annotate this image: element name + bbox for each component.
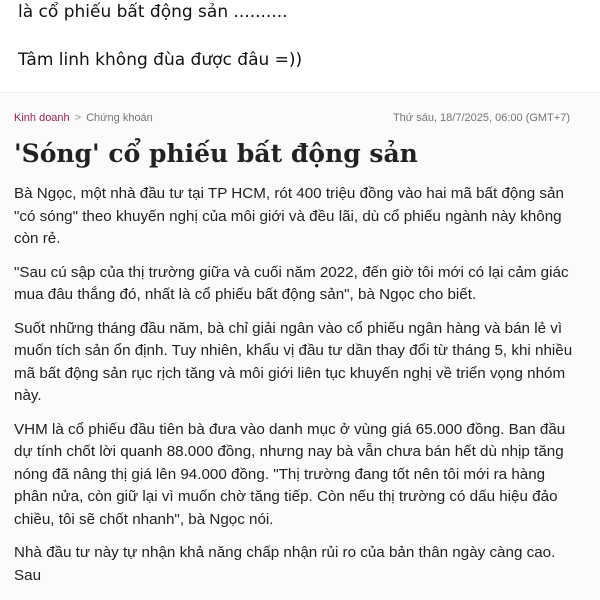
breadcrumb xyxy=(14,112,153,124)
article-title: 'Sóng' cổ phiếu bất động sản xyxy=(14,139,418,168)
breadcrumb-section-link[interactable]: Kinh doanh xyxy=(14,112,70,124)
article-paragraph-5: Nhà đầu tư này tự nhận khả năng chấp nhận rủi ro của bản thân ngày càng cao. Sau xyxy=(14,544,556,584)
article-paragraph-3: Suốt những tháng đầu năm, bà chỉ giải ngân vào cổ phiếu ngân hàng và bán lẻ vì muốn tích sản ổn định. Tuy nhiên, khẩu vị đầu tư dần thay đổi từ tháng 5, khi nhiều mã bất động sản rục rịch tăng và môi giới liên tục khuyến nghị về triển vọng nhóm này. xyxy=(14,319,573,404)
article-paragraph-1: Bà Ngọc, một nhà đầu tư tại TP HCM, rót 400 triệu đồng vào hai mã bất động sản "có sóng" theo khuyến nghị của môi giới và đều lãi, dù cổ phiếu ngành này không còn rẻ. xyxy=(14,185,564,247)
article-dateline: Thứ sáu, 18/7/2025, 06:00 (GMT+7) xyxy=(392,112,570,124)
post-caption-line-2: Tâm linh không đùa được đâu =)) xyxy=(18,50,303,70)
article-body xyxy=(14,183,574,598)
post-caption xyxy=(0,0,600,92)
article-screenshot xyxy=(0,92,600,600)
post-caption-line-1: là cổ phiếu bất động sản .......... xyxy=(18,2,288,22)
breadcrumb-chevron-icon: > xyxy=(74,112,82,124)
article-meta-bar xyxy=(0,109,600,129)
article-paragraph-4: VHM là cổ phiếu đầu tiên bà đưa vào danh mục ở vùng giá 65.000 đồng. Ban đầu dự tính chốt lời quanh 88.000 đồng, nhưng nay bà vẫn chưa bán hết dù nhịp tăng nóng đã nâng thị giá lên 94.000 đồng. "Thị trường đang tốt nên tôi mới ra hàng phân nửa, còn giữ lại vì muốn chờ tăng tiếp. Còn nếu thị trường có dấu hiệu đảo chiều, tôi sẽ chốt nhanh", bà Ngọc nói. xyxy=(14,420,566,528)
article-paragraph-2: "Sau cú sập của thị trường giữa và cuối năm 2022, đến giờ tôi mới có lại cảm giác mua đâu thắng đó, nhất là cổ phiếu bất động sản", bà Ngọc cho biết. xyxy=(14,263,569,303)
breadcrumb-subsection-link[interactable]: Chứng khoán xyxy=(86,112,153,124)
